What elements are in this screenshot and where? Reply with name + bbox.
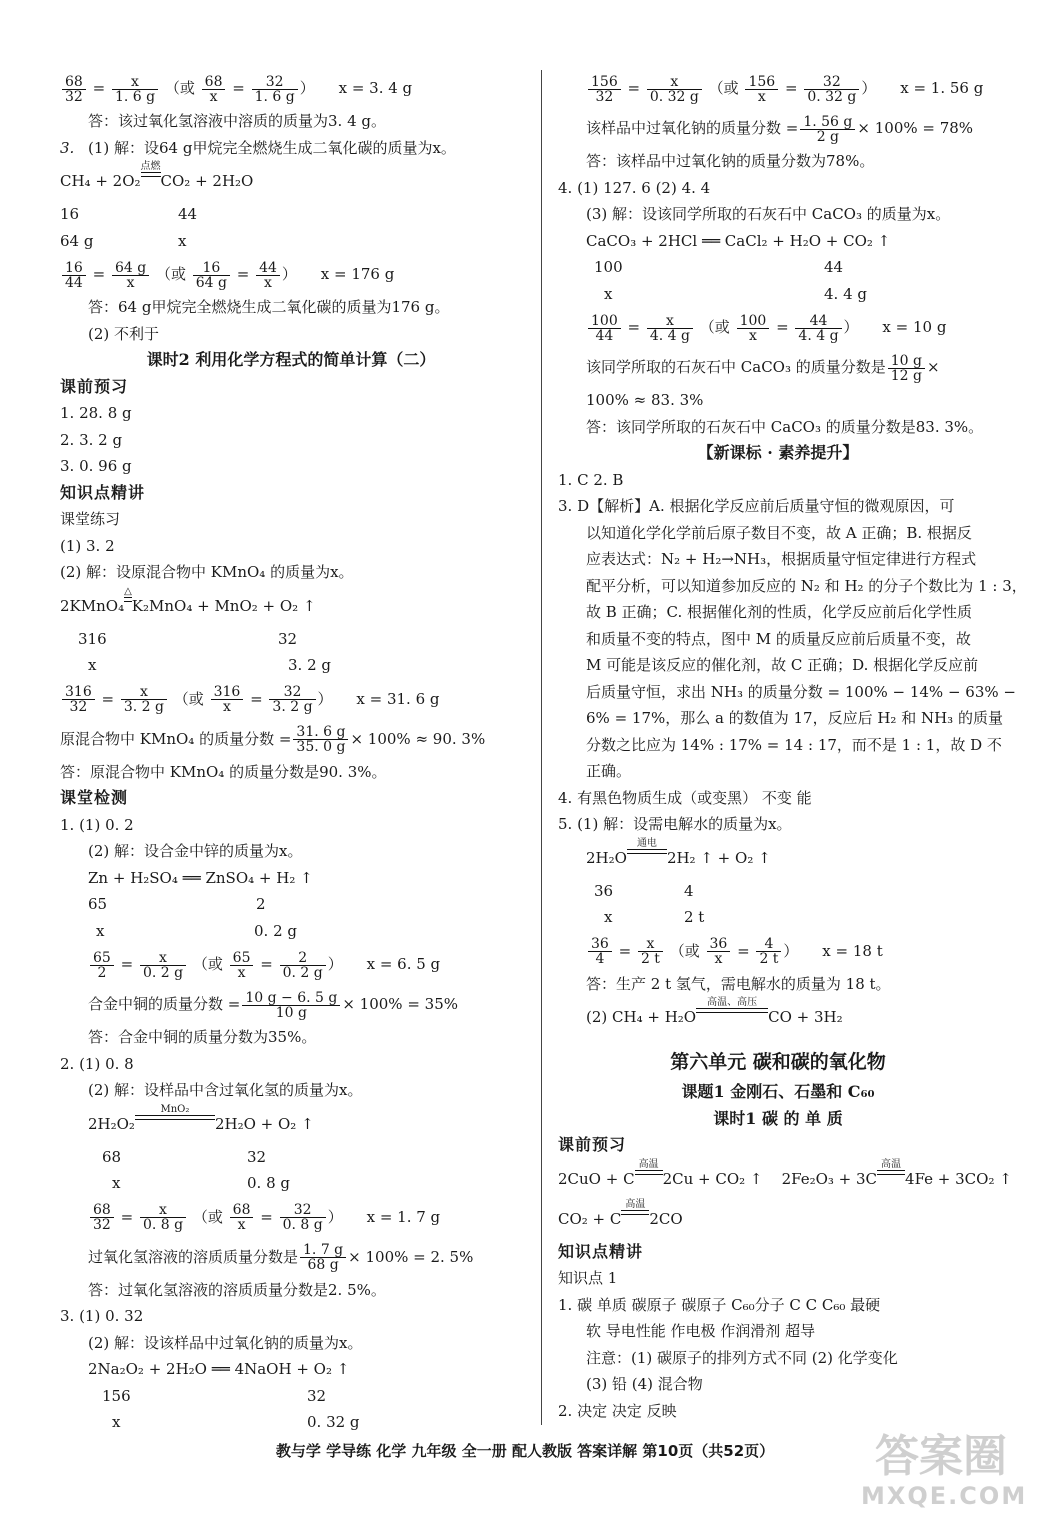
explanation-line: 故 B 正确；C. 根据催化剂的性质，化学反应前后化学性质: [586, 603, 973, 621]
topic-title: 课题1 金刚石、石墨和 C₆₀: [681, 1082, 875, 1101]
answer-line: (3) 铅 (4) 混合物: [586, 1375, 703, 1393]
equation-line: 2CuO + C 高温 2Cu + CO₂ ↑ 2Fe₂O₃ + 3C 高温 4Fe + 3CO₂ ↑: [558, 1158, 1012, 1188]
fraction-line: $\frac{36}{4}$ = $\frac{x}{2 t}$ （或 $\frac{36}{x}$ = $\frac{4}{2 t}$ ） x = 18 t: [558, 931, 998, 971]
section-heading: 知识点精讲: [558, 1241, 644, 1261]
unit-title: 第六单元 碳和碳的氧化物: [670, 1051, 886, 1073]
percent-line: 该样品中过氧化钠的质量分数 = $\frac{1. 56 g}{2 g}$ × 100% = 78%: [586, 113, 974, 145]
answer-line: 2. (1) 0. 8: [60, 1054, 134, 1073]
answer-line: 答：原混合物中 KMnO₄ 的质量分数是90. 3%。: [60, 762, 387, 781]
answer-line: 5. (1) 解：设需电解水的质量为x。: [558, 815, 792, 833]
equation-line: CH₄ + 2O₂ 点燃 CO₂ + 2H₂O: [60, 161, 254, 190]
equation-line: CO₂ + C 高温 2CO: [558, 1198, 683, 1228]
answer-line: (2) 解：设样品中含过氧化氢的质量为x。: [88, 1081, 363, 1099]
answer-line: 注意：(1) 碳原子的排列方式不同 (2) 化学变化: [586, 1348, 898, 1367]
ratio-row: x 4. 4 g: [604, 284, 867, 303]
explanation-line: 后质量守恒，求出 NH₃ 的质量分数 = 100% − 14% − 63% −: [586, 682, 1016, 701]
fraction-line: $\frac{316}{32}$ = $\frac{x}{3. 2 g}$ （或 $\frac{316}{x}$ = $\frac{32}{3. 2 g}$ ） x = 31. 6 g: [60, 679, 522, 719]
answer-line: 4. 有黑色物质生成（或变黑） 不变 能: [558, 788, 812, 807]
ratio-row: 156 32: [102, 1386, 327, 1405]
explanation-line: 和质量不变的特点，图中 M 的质量反应前后质量不变，故: [586, 629, 971, 648]
watermark-url: MXQE.COM: [861, 1482, 1028, 1510]
lesson-title: 课时2 利用化学方程式的简单计算（二）: [146, 350, 436, 369]
answer-line: 1. (1) 0. 2: [60, 815, 134, 834]
answer-line: (1) 3. 2: [60, 536, 115, 555]
ratio-row: 100 44: [594, 258, 844, 276]
answer-line: 答：合金中铜的质量分数为35%。: [88, 1028, 317, 1046]
answer-line: 1. 碳 单质 碳原子 碳原子 C₆₀分子 C C C₆₀ 最硬: [558, 1295, 881, 1314]
answer-line: 软 导电性能 作电极 作润滑剂 超导: [586, 1322, 816, 1340]
fraction-line: $\frac{68}{32}$ = $\frac{x}{1. 6 g}$ （或 $\frac{68}{x}$ = $\frac{32}{1. 6 g}$ ） x = 3. 4 g: [60, 68, 522, 108]
ratio-row: x 3. 2 g: [88, 656, 331, 674]
answer-line: 答：该同学所取的石灰石中 CaCO₃ 的质量分数是83. 3%。: [586, 417, 984, 436]
ratio-row: 316 32: [78, 629, 298, 648]
ratio-row: x 0. 2 g: [96, 921, 297, 940]
explanation-line: 以知道化学化学前后原子数目不变，故 A 正确；B. 根据反: [586, 523, 972, 542]
section-heading: 知识点精讲: [60, 482, 146, 502]
percent-line: 原混合物中 KMnO₄ 的质量分数 = $\frac{31. 6 g}{35. 0 g}$ × 100% ≈ 90. 3%: [60, 724, 486, 755]
ratio-row: 65 2: [88, 895, 266, 913]
right-column: [558, 68, 1027, 1424]
answer-line: 1. 28. 8 g: [60, 404, 132, 422]
answer-line: (2) 解：设该样品中过氧化钠的质量为x。: [88, 1333, 363, 1352]
percent-line: 合金中铜的质量分数 = $\frac{10 g - 6. 5 g}{10 g}$ × 100% = 35%: [88, 989, 458, 1021]
explanation-line: 配平分析，可以知道参加反应的 N₂ 和 H₂ 的分子个数比为 1 : 3，: [586, 576, 1027, 595]
section-banner: 【新课标 · 素养提升】: [697, 443, 859, 462]
subsection-heading: 课堂练习: [60, 510, 121, 528]
answer-line: 2. 3. 2 g: [60, 430, 123, 449]
ratio-row: 36 4: [594, 881, 694, 900]
answer-line: 答：64 g甲烷完全燃烧生成二氧化碳的质量为176 g。: [88, 298, 450, 316]
explanation-line: 6% = 17%，那么 a 的数值为 17，反应后 H₂ 和 NH₃ 的质量: [586, 709, 1003, 727]
ratio-row: 64 g x: [60, 231, 187, 250]
explanation-line: M 可能是该反应的催化剂，故 C 正确；D. 根据化学反应前: [586, 656, 979, 674]
ratio-row: x 0. 8 g: [112, 1174, 290, 1192]
explanation-line: 分数之比应为 14% : 17% = 14 : 17，而不是 1 : 1，故 D 不: [586, 735, 1002, 754]
answer-line: 4. (1) 127. 6 (2) 4. 4: [558, 178, 711, 197]
ratio-row: x 0. 32 g: [112, 1413, 360, 1431]
answer-line: (2) 不利于: [88, 324, 160, 343]
percent-line: 100% ≈ 83. 3%: [586, 391, 704, 409]
answer-line: 3. 0. 96 g: [60, 457, 132, 475]
ratio-row: 68 32: [102, 1147, 267, 1166]
equation-line: 2H₂O₂ MnO₂ 2H₂O + O₂ ↑: [88, 1103, 314, 1133]
equation-line: Zn + H₂SO₄ ══ ZnSO₄ + H₂ ↑: [88, 868, 313, 887]
percent-line: 该同学所取的石灰石中 CaCO₃ 的质量分数是 $\frac{10 g}{12 g}$ ×: [586, 352, 940, 384]
equation-line: CaCO₃ + 2HCl ══ CaCl₂ + H₂O + CO₂ ↑: [586, 231, 891, 250]
answer-line: 答：生产 2 t 氢气，需电解水的质量为 18 t。: [586, 974, 891, 993]
column-divider: [541, 70, 542, 1425]
explanation-block: [558, 493, 1027, 785]
section-heading: 课前预习: [60, 376, 129, 396]
answer-line: 3. (1) 0. 32: [60, 1307, 144, 1325]
fraction-line: $\frac{16}{44}$ = $\frac{64 g}{x}$ （或 $\frac{16}{64 g}$ = $\frac{44}{x}$ ） x = 176 g: [60, 254, 522, 294]
question-line: 3. (1) 解：设64 g甲烷完全燃烧生成二氧化碳的质量为x。: [60, 138, 456, 157]
answer-line: 答：该样品中过氧化钠的质量分数为78%。: [586, 152, 875, 170]
page-footer: 教与学 学导练 化学 九年级 全一册 配人教版 答案详解 第10页（共52页）: [275, 1442, 775, 1460]
lesson-title: 课时1 碳 的 单 质: [713, 1108, 843, 1128]
equation-line: (2) CH₄ + H₂O 高温、高压 CO + 3H₂: [586, 997, 843, 1026]
subsection-heading: 知识点 1: [558, 1269, 618, 1287]
section-heading: 课堂检测: [60, 788, 129, 807]
equation-line: 2Na₂O₂ + 2H₂O ══ 4NaOH + O₂ ↑: [88, 1360, 350, 1378]
watermark-text: 答案圈: [875, 1431, 1007, 1482]
left-column: [60, 68, 522, 1436]
section-heading: 课前预习: [558, 1135, 627, 1154]
answer-line: (2) 解：设原混合物中 KMnO₄ 的质量为x。: [60, 563, 354, 581]
explanation-line: 正确。: [586, 762, 632, 780]
ratio-row: x 2 t: [604, 908, 705, 926]
answer-line: 答：该过氧化氢溶液中溶质的质量为3. 4 g。: [88, 112, 386, 130]
fraction-line: $\frac{100}{44}$ = $\frac{x}{4. 4 g}$ （或 $\frac{100}{x}$ = $\frac{44}{4. 4 g}$ ） x = 10 g: [558, 307, 998, 347]
fraction-line: $\frac{68}{32}$ = $\frac{x}{0. 8 g}$ （或 $\frac{68}{x}$ = $\frac{32}{0. 8 g}$ ） x = 1. 7 g: [60, 1197, 522, 1237]
fraction-line: $\frac{156}{32}$ = $\frac{x}{0. 32 g}$ （或 $\frac{156}{x}$ = $\frac{32}{0. 32 g}$ ） x = 1. 56 g: [558, 68, 998, 108]
answer-line: 2. 决定 决定 反映: [558, 1401, 677, 1420]
answer-line: (3) 解：设该同学所取的石灰石中 CaCO₃ 的质量为x。: [586, 205, 951, 223]
answer-line: 1. C 2. B: [558, 470, 624, 489]
percent-line: 过氧化氢溶液的溶质质量分数是 $\frac{1. 7 g}{68 g}$ × 100% = 2. 5%: [88, 1242, 474, 1273]
watermark-logo: [861, 1431, 1028, 1522]
explanation-line: 应表达式：N₂ + H₂→NH₃，根据质量守恒定律进行方程式: [586, 550, 977, 568]
ratio-row: 16 44: [60, 205, 198, 223]
equation-line: 2KMnO₄ △ K₂MnO₄ + MnO₂ + O₂ ↑: [60, 585, 316, 615]
answer-line: (2) 解：设合金中锌的质量为x。: [88, 842, 303, 860]
equation-line: 2H₂O 通电 2H₂ ↑ + O₂ ↑: [586, 837, 771, 867]
answer-line: 答：过氧化氢溶液的溶质质量分数是2. 5%。: [88, 1280, 386, 1299]
fraction-line: $\frac{65}{2}$ = $\frac{x}{0. 2 g}$ （或 $\frac{65}{x}$ = $\frac{2}{0. 2 g}$ ） x = 6. 5 g: [60, 944, 522, 984]
explanation-line: 3. D【解析】A. 根据化学反应前后质量守恒的微观原因，可: [558, 497, 955, 515]
